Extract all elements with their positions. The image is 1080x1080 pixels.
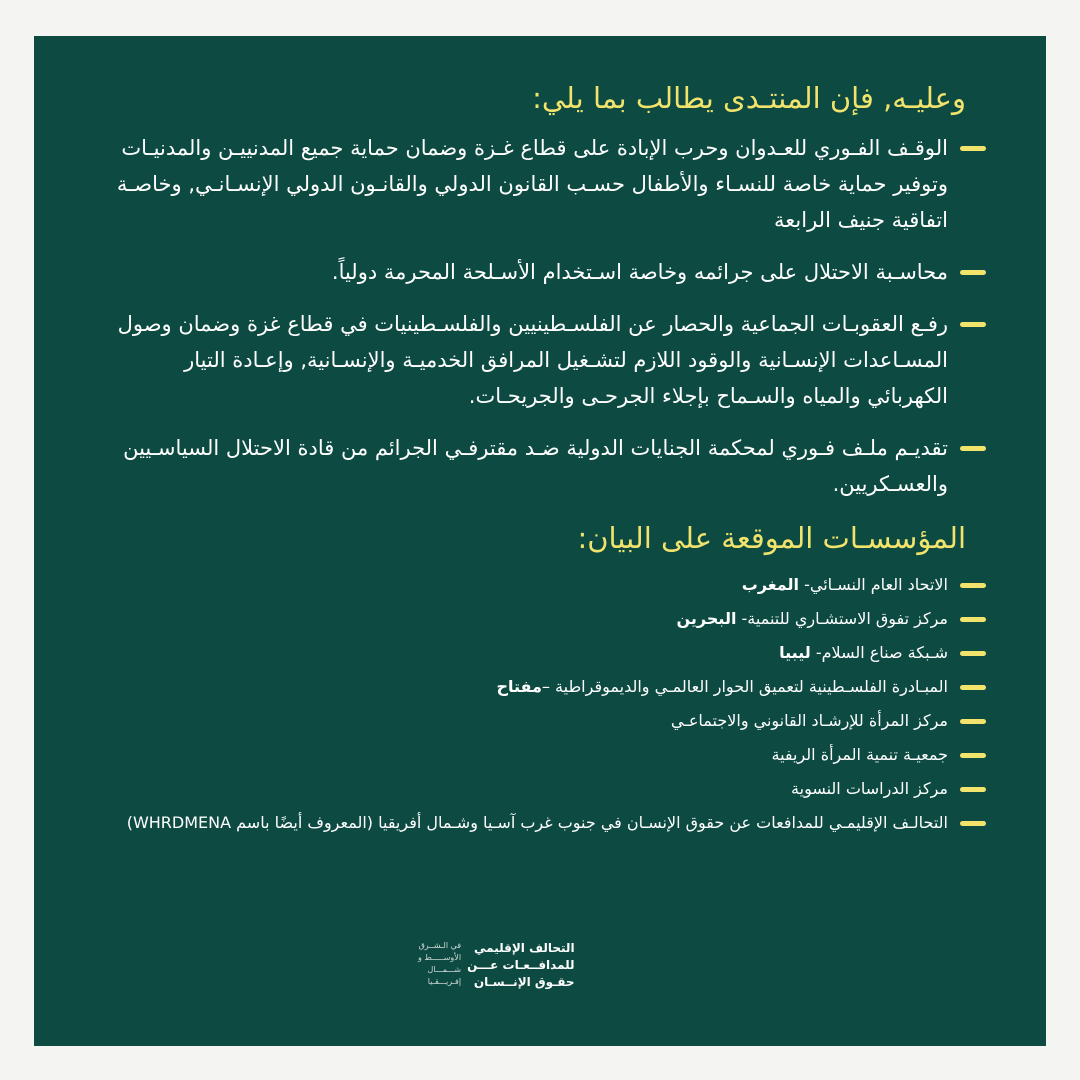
bullet-dash-icon bbox=[960, 685, 986, 690]
demand-text: تقديـم ملـف فـوري لمحكمة الجنايات الدولية ضـد مقترفـي الجرائم من قادة الاحتلال السياسـيين والعسـكريين. bbox=[123, 436, 948, 496]
demand-item bbox=[106, 130, 986, 238]
bullet-dash-icon bbox=[960, 270, 986, 275]
logo-main-text bbox=[467, 940, 574, 991]
org-country: البحرين bbox=[676, 609, 737, 628]
bullet-dash-icon bbox=[960, 322, 986, 327]
org-name: جمعيـة تنمية المرأة الريفية bbox=[771, 745, 948, 764]
bullet-dash-icon bbox=[960, 446, 986, 451]
org-item bbox=[106, 572, 986, 598]
logo-side-line: شـــمـــال bbox=[427, 965, 462, 974]
demand-text: الوقـف الفـوري للعـدوان وحرب الإبادة على قطاع غـزة وضمان حماية جميع المدنييـن والمدنيـات وتوفير حماية خاصة للنسـاء والأطفال حسـب القانون الدولي والقانـون الدولي الإنسـانـي, وخاصـة اتفاقية جنيف الرابعة bbox=[116, 136, 948, 232]
org-item bbox=[106, 776, 986, 802]
logo-side-line: الأوســـــط و bbox=[418, 953, 462, 962]
org-name: مركز المرأة للإرشـاد القانوني والاجتماعـي bbox=[670, 711, 948, 730]
demand-item bbox=[106, 254, 986, 290]
orgs-heading: المؤسسـات الموقعة على البيان: bbox=[577, 521, 966, 555]
logo-side-line: في الـشــرق bbox=[418, 941, 462, 950]
demand-item bbox=[106, 430, 986, 502]
bullet-dash-icon bbox=[960, 821, 986, 826]
org-name: التحالـف الإقليمـي للمدافعات عن حقوق الإنسـان في جنوب غرب آسـيا وشـمال أفريقيا (المعروف أيضًا باسم WHRDMENA) bbox=[126, 813, 948, 832]
demand-text: رفـع العقوبـات الجماعية والحصار عن الفلسـطينيين والفلسـطينيات في قطاع غزة وضمان وصول المسـاعدات الإنسـانية والوقود اللازم لتشـغيل المرافق الخدميـة والإنسـانية, وإعـادة التيار الكهربائي والمياه والسـماح بإجلاء الجرحـى والجريحـات. bbox=[117, 312, 948, 408]
logo-side-line: إفـريـــقـيا bbox=[427, 977, 462, 986]
logo-line: للمدافــعـات عـــن bbox=[467, 958, 575, 972]
org-country: ليبيا bbox=[779, 643, 811, 662]
org-item bbox=[106, 708, 986, 734]
org-name: الاتحاد العام النسـائي- bbox=[799, 575, 948, 594]
bullet-dash-icon bbox=[960, 753, 986, 758]
org-name: المبـادرة الفلسـطينية لتعميق الحوار العالمـي والديموقراطية – bbox=[541, 677, 948, 696]
org-name: مركز تفوق الاستشـاري للتنمية- bbox=[736, 609, 948, 628]
demand-item bbox=[106, 306, 986, 414]
org-name: شـبكة صناع السلام- bbox=[810, 643, 948, 662]
logo-side-text bbox=[418, 940, 461, 988]
statement-content bbox=[106, 78, 986, 844]
logo-line: حقـوق الإنــسـان bbox=[473, 975, 575, 989]
org-item bbox=[106, 606, 986, 632]
coalition-logo bbox=[418, 940, 575, 991]
bullet-dash-icon bbox=[960, 787, 986, 792]
org-country: مفتاح bbox=[496, 677, 542, 696]
org-item bbox=[106, 640, 986, 666]
bullet-dash-icon bbox=[960, 719, 986, 724]
logo-line: التحالف الإقليمي bbox=[474, 941, 575, 955]
org-name: مركز الدراسات النسوية bbox=[791, 779, 948, 798]
bullet-dash-icon bbox=[960, 651, 986, 656]
org-item bbox=[106, 674, 986, 700]
org-item bbox=[106, 742, 986, 768]
org-item bbox=[106, 810, 986, 836]
bullet-dash-icon bbox=[960, 146, 986, 151]
bullet-dash-icon bbox=[960, 583, 986, 588]
org-country: المغرب bbox=[741, 575, 800, 594]
demands-heading: وعليـه, فإن المنتـدى يطالب بما يلي: bbox=[532, 81, 966, 115]
demand-text: محاسـبة الاحتلال على جرائمه وخاصة اسـتخدام الأسـلحة المحرمة دولياً. bbox=[331, 260, 948, 284]
bullet-dash-icon bbox=[960, 617, 986, 622]
statement-panel bbox=[34, 36, 1046, 1046]
